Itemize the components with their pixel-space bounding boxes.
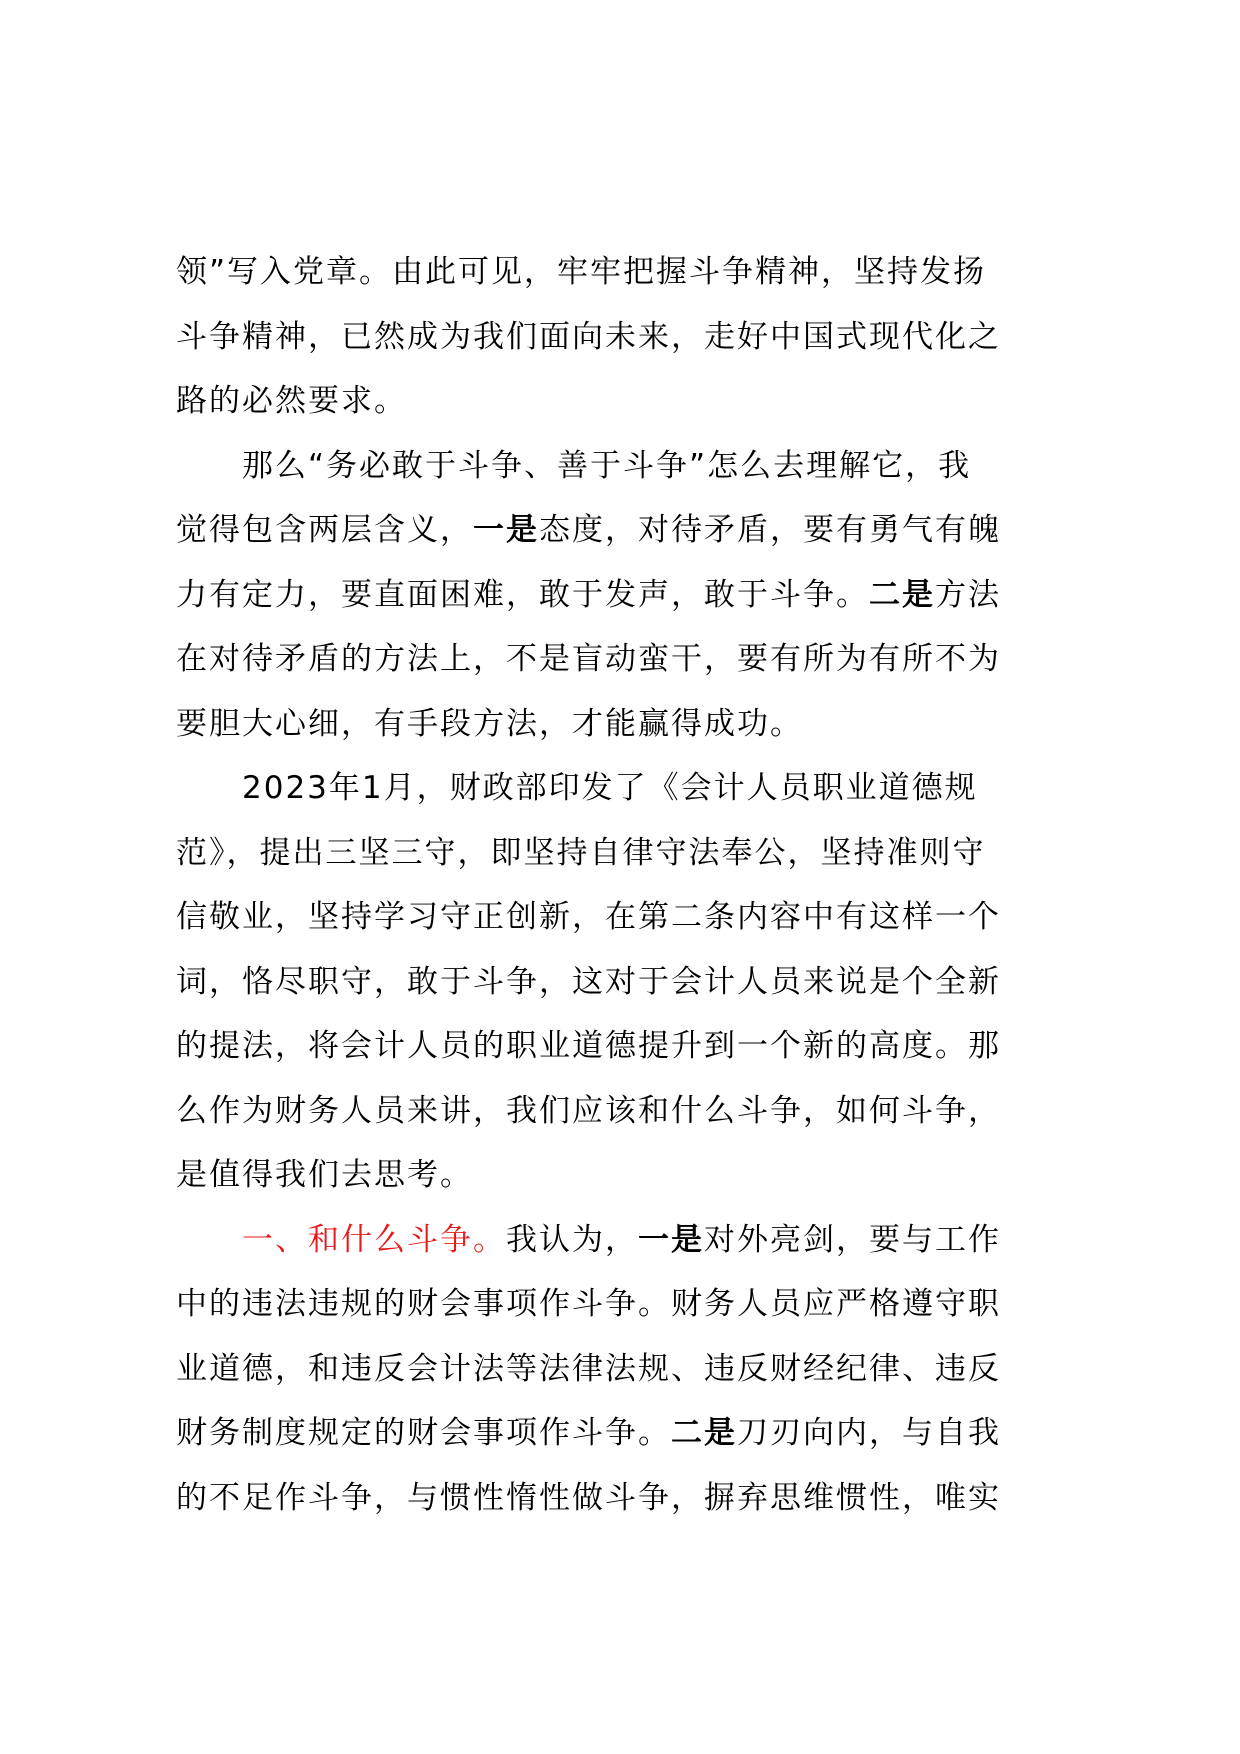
text-line xyxy=(176,627,1080,692)
bold-marker: 二是 xyxy=(869,576,935,613)
body-text xyxy=(176,240,1080,1530)
text-line xyxy=(176,1079,1080,1144)
text-line xyxy=(176,692,1080,757)
text-line xyxy=(176,1143,1080,1208)
bold-marker: 一是 xyxy=(638,1221,704,1258)
text-run: 力有定力，要直面困难，敢于发声，敢于斗争。 xyxy=(176,576,869,613)
text-line xyxy=(176,885,1080,950)
text-run: 要胆大心细，有手段方法，才能赢得成功。 xyxy=(176,705,803,742)
text-line xyxy=(176,305,1080,370)
paragraph-start-line xyxy=(176,434,1080,499)
text-line xyxy=(176,1272,1080,1337)
text-line xyxy=(176,563,1080,628)
text-line xyxy=(176,1337,1080,1402)
text-run: 路的必然要求。 xyxy=(176,383,407,419)
text-run: 中的违法违规的财会事项作斗争。财务人员应严格遵守职 xyxy=(176,1286,1001,1322)
text-run: 领”写入党章。由此可见，牢牢把握斗争精神，坚持发扬 xyxy=(176,254,987,290)
text-run: 财务制度规定的财会事项作斗争。 xyxy=(176,1415,671,1451)
text-run: 2023年1月，财政部印发了《会计人员职业道德规 xyxy=(242,770,978,806)
text-run: 刀刃向内，与自我 xyxy=(737,1415,1001,1451)
text-run: 对外亮剑，要与工作 xyxy=(704,1221,1001,1258)
text-run: 的提法，将会计人员的职业道德提升到一个新的高度。那 xyxy=(176,1028,1001,1064)
text-run: 是值得我们去思考。 xyxy=(176,1157,473,1193)
text-run: 词，恪尽职守，敢于斗争，这对于会计人员来说是个全新 xyxy=(176,963,1001,1000)
text-run: 斗争精神，已然成为我们面向未来，走好中国式现代化之 xyxy=(176,318,1001,355)
paragraph-start-line xyxy=(176,1208,1080,1273)
paragraph-start-line xyxy=(176,756,1080,821)
text-run: 信敬业，坚持学习守正创新，在第二条内容中有这样一个 xyxy=(176,899,1001,935)
text-run: 在对待矛盾的方法上，不是盲动蛮干，要有所为有所不为 xyxy=(176,641,1001,677)
text-line xyxy=(176,369,1080,434)
text-line xyxy=(176,1466,1080,1531)
text-run: 我认为， xyxy=(506,1221,638,1258)
text-run: 觉得包含两层含义， xyxy=(176,512,473,548)
text-line xyxy=(176,821,1080,886)
text-line xyxy=(176,950,1080,1015)
bold-marker: 二是 xyxy=(671,1415,737,1451)
text-line xyxy=(176,240,1080,305)
section-heading: 一、和什么斗争。 xyxy=(242,1221,506,1258)
bold-marker: 一是 xyxy=(473,512,539,548)
text-run: 业道德，和违反会计法等法律法规、违反财经纪律、违反 xyxy=(176,1350,1001,1387)
text-line xyxy=(176,1401,1080,1466)
text-run: 那么“务必敢于斗争、善于斗争”怎么去理解它，我 xyxy=(242,447,972,484)
text-line xyxy=(176,1014,1080,1079)
text-run: 方法 xyxy=(935,576,1001,613)
text-line xyxy=(176,498,1080,563)
text-run: 态度，对待矛盾，要有勇气有魄 xyxy=(539,512,1001,548)
text-run: 的不足作斗争，与惯性惰性做斗争，摒弃思维惯性，唯实 xyxy=(176,1479,1001,1516)
text-run: 么作为财务人员来讲，我们应该和什么斗争，如何斗争， xyxy=(176,1092,1001,1129)
text-run: 范》，提出三坚三守，即坚持自律守法奉公，坚持准则守 xyxy=(176,834,986,871)
